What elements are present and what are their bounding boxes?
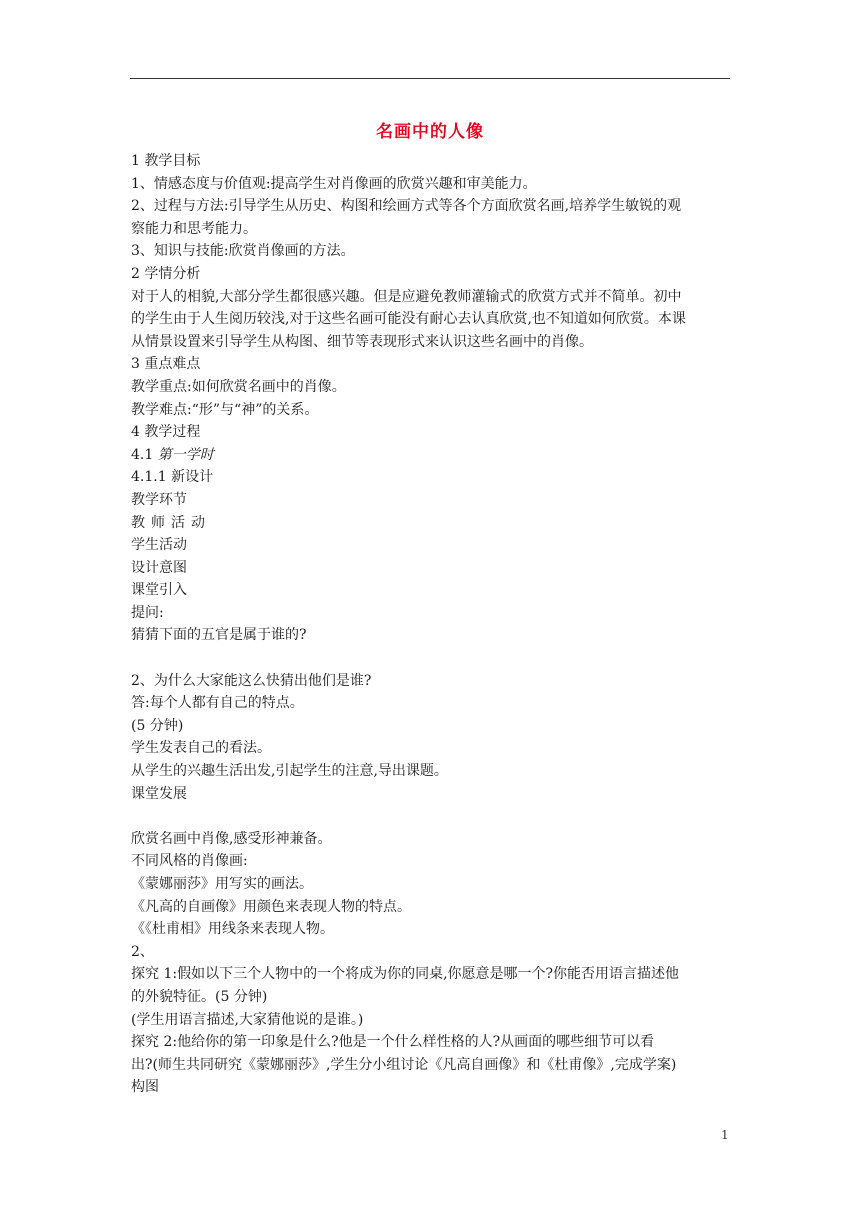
paragraph-line: 提问: bbox=[131, 604, 164, 621]
subsection-number: 4.1 bbox=[131, 446, 158, 463]
paragraph-line: 答:每个人都有自己的特点。 bbox=[131, 695, 304, 712]
paragraph-line: 对于人的相貌,大部分学生都很感兴趣。但是应避免教师灌输式的欣赏方式并不简单。初中 bbox=[131, 288, 682, 305]
blank-line bbox=[131, 805, 731, 828]
paragraph-line: 1、情感态度与价值观:提高学生对肖像画的欣赏兴趣和审美能力。 bbox=[131, 175, 537, 192]
paragraph-line: 的外貌特征。(5 分钟) bbox=[131, 988, 268, 1005]
paragraph-line: (5 分钟) bbox=[131, 717, 184, 734]
document-body bbox=[131, 150, 731, 1099]
document-title: 名画中的人像 bbox=[376, 122, 484, 142]
paragraph-line: 教学难点:“形”与“神”的关系。 bbox=[131, 401, 319, 418]
paragraph-line: 出?(师生共同研究《蒙娜丽莎》,学生分小组讨论《凡高自画像》和《杜甫像》,完成学案) bbox=[131, 1056, 677, 1073]
paragraph-line: 《《杜甫相》用线条来表现人物。 bbox=[131, 921, 334, 938]
paragraph-line: 欣赏名画中肖像,感受形神兼备。 bbox=[131, 830, 332, 847]
blank-line bbox=[131, 647, 731, 670]
table-cell-text: 学生活动 bbox=[131, 537, 187, 554]
paragraph-line: 察能力和思考能力。 bbox=[131, 220, 257, 237]
paragraph-line: (学生用语言描述,大家猜他说的是谁。) bbox=[131, 1011, 364, 1028]
subsection-title: 第一学时 bbox=[157, 446, 214, 463]
paragraph-line: 3、知识与技能:欣赏肖像画的方法。 bbox=[131, 243, 355, 260]
section-heading: 3 重点难点 bbox=[131, 356, 201, 373]
section-heading: 4 教学过程 bbox=[131, 424, 201, 441]
paragraph-line: 2、 bbox=[131, 943, 154, 960]
subsection-heading: 4.1.1 新设计 bbox=[131, 469, 214, 486]
header-rule bbox=[130, 78, 730, 79]
paragraph-line: 探究 2:他给你的第一印象是什么?他是一个什么样性格的人?从画面的哪些细节可以看 bbox=[131, 1034, 655, 1051]
paragraph-line: 从学生的兴趣生活出发,引起学生的注意,导出课题。 bbox=[131, 763, 448, 780]
table-cell-text: 课堂引入 bbox=[131, 582, 187, 599]
table-cell-text: 教师活动 bbox=[131, 514, 211, 531]
table-cell-text: 课堂发展 bbox=[131, 785, 187, 802]
paragraph-line: 从情景设置来引导学生从构图、细节等表现形式来认识这些名画中的肖像。 bbox=[131, 333, 593, 350]
section-heading: 2 学情分析 bbox=[131, 265, 201, 282]
paragraph-line: 探究 1:假如以下三个人物中的一个将成为你的同桌,你愿意是哪一个?你能否用语言描述他 bbox=[131, 966, 680, 983]
paragraph-line: 《蒙娜丽莎》用写实的画法。 bbox=[131, 876, 313, 892]
paragraph-line: 猜猜下面的五官是属于谁的? bbox=[131, 627, 307, 644]
table-cell-text: 教学环节 bbox=[131, 491, 187, 508]
paragraph-line: 2、过程与方法:引导学生从历史、构图和绘画方式等各个方面欣赏名画,培养学生敏锐的观 bbox=[131, 198, 682, 215]
paragraph-line: 2、为什么大家能这么快猜出他们是谁? bbox=[131, 672, 372, 689]
paragraph-line: 的学生由于人生阅历较浅,对于这些名画可能没有耐心去认真欣赏,也不知道如何欣赏。本课 bbox=[131, 311, 686, 328]
paragraph-line: 构图 bbox=[131, 1079, 159, 1096]
table-cell-text: 设计意图 bbox=[131, 559, 187, 576]
section-heading: 1 教学目标 bbox=[131, 153, 201, 169]
paragraph-line: 教学重点:如何欣赏名画中的肖像。 bbox=[131, 378, 346, 395]
subsection-heading bbox=[131, 444, 731, 467]
page-number: 1 bbox=[721, 1128, 729, 1142]
paragraph-line: 不同风格的肖像画: bbox=[131, 853, 248, 870]
paragraph-line: 学生发表自己的看法。 bbox=[131, 740, 271, 757]
paragraph-line: 《凡高的自画像》用颜色来表现人物的特点。 bbox=[131, 898, 411, 915]
